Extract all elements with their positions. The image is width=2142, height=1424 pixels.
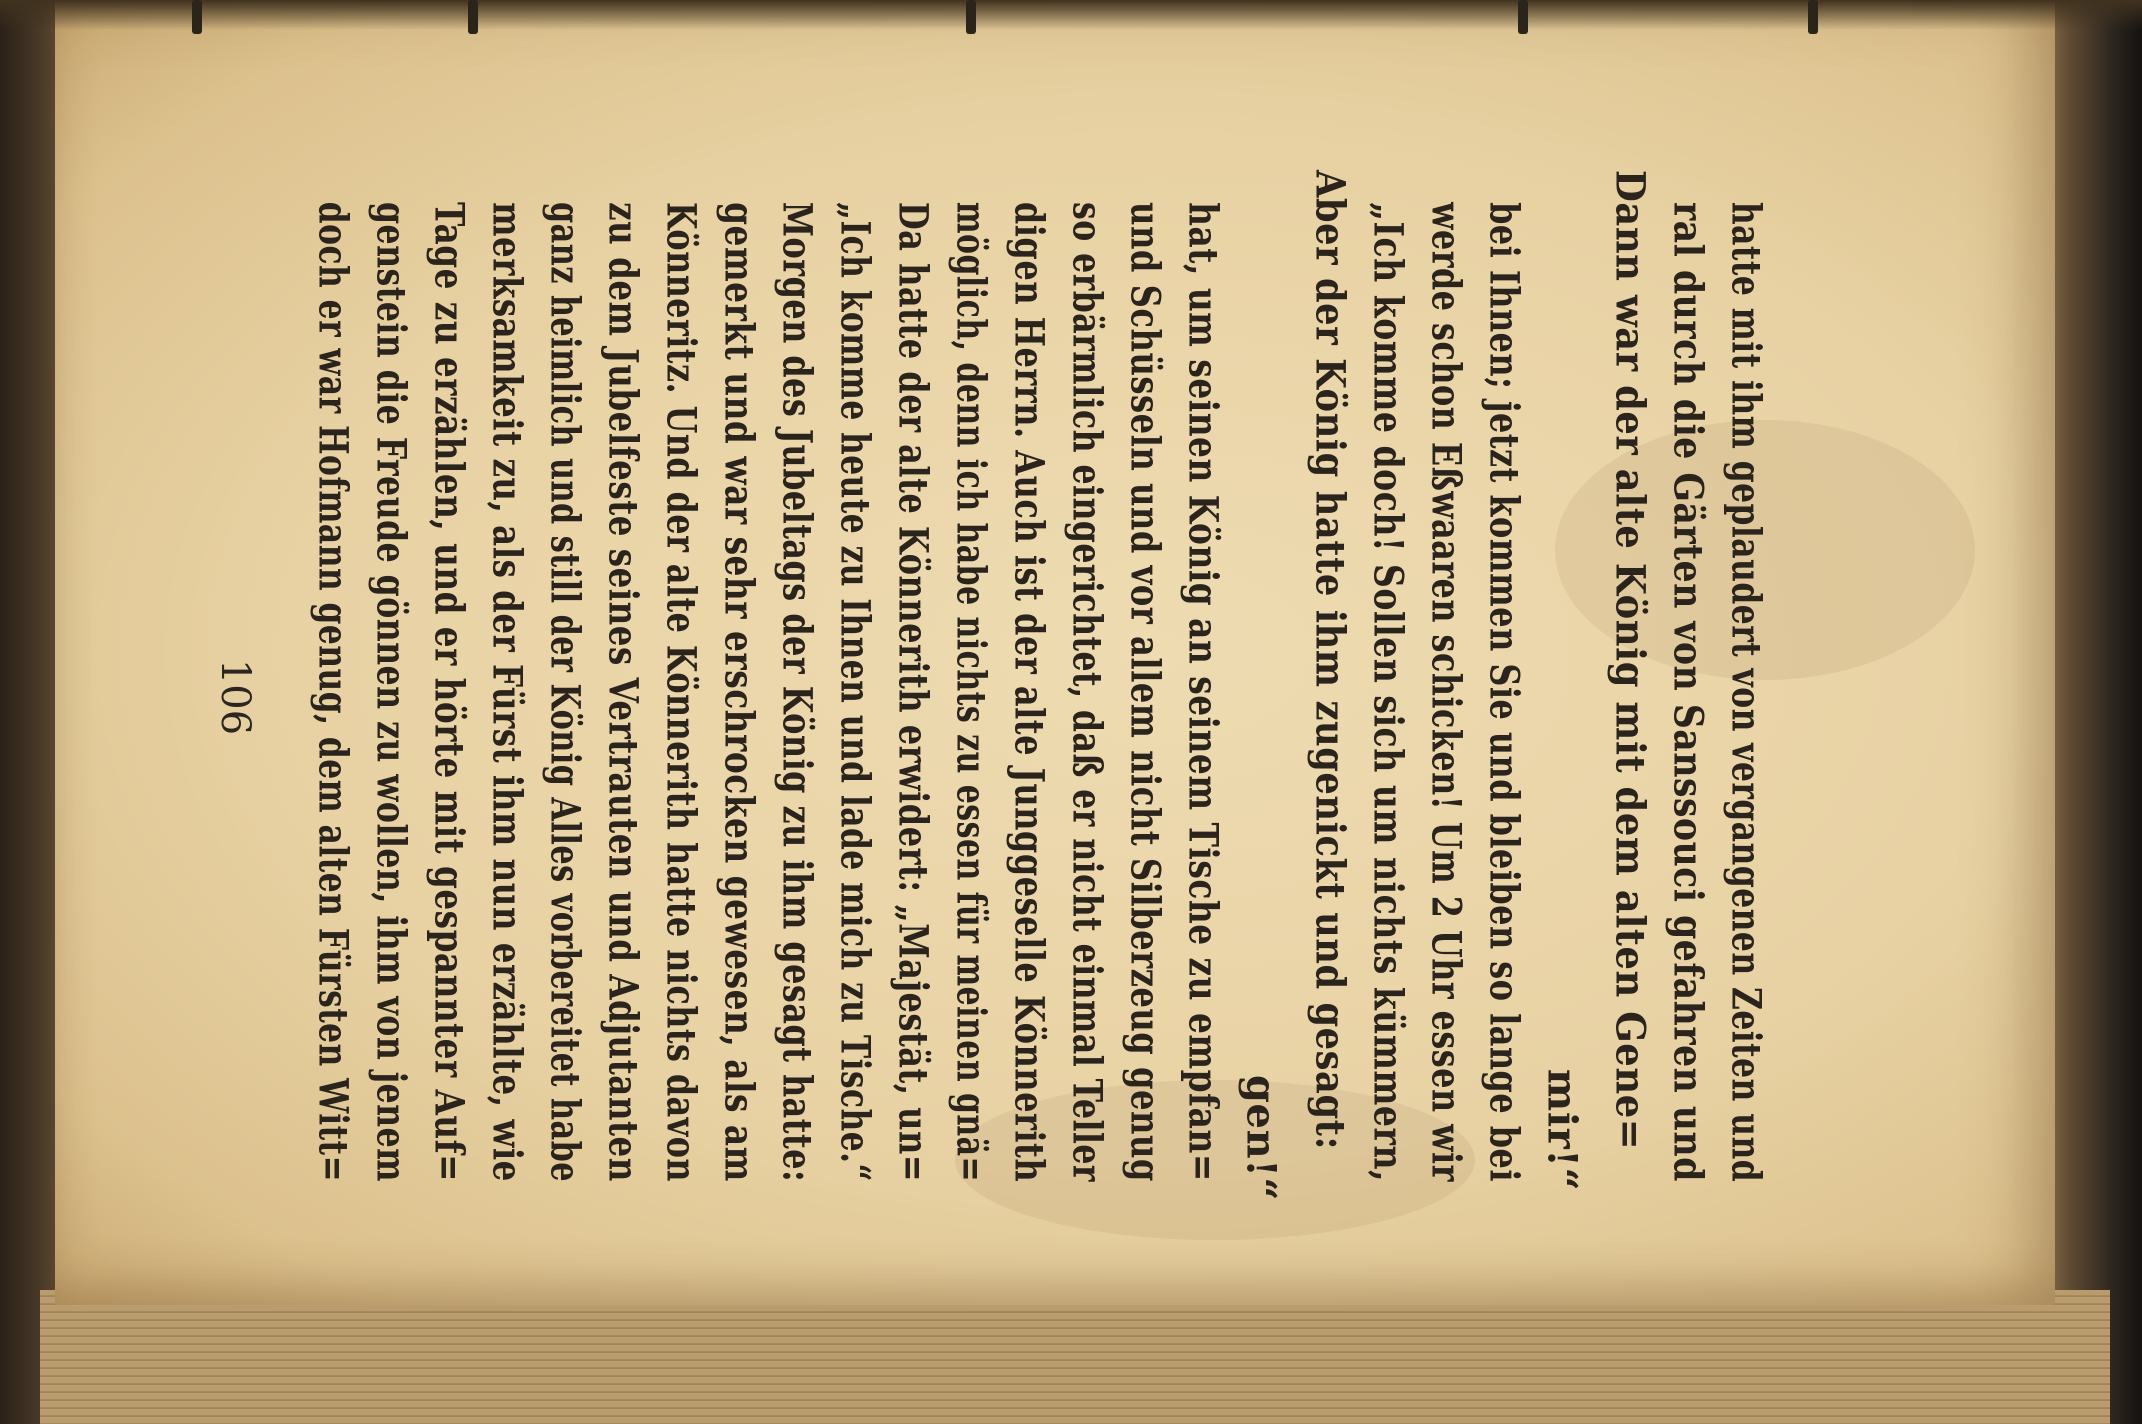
binding-stitch: [192, 0, 202, 34]
text-line: doch er war Hofmann genug, dem alten Fürsten Witt=: [309, 201, 357, 1183]
text-line: Tage zu erzählen, und er hörte mit gespannter Auf=: [425, 201, 473, 1183]
text-line: möglich, denn ich habe nichts zu essen für meinen gnä=: [947, 201, 995, 1183]
text-line: digen Herrn. Auch ist der alte Junggeselle Könnerith: [1005, 201, 1053, 1183]
text-line: werde schon Eßwaaren schicken! Um 2 Uhr essen wir: [1422, 202, 1470, 1182]
binding-stitch: [468, 0, 478, 34]
binding-stitch: [1808, 0, 1818, 34]
text-line: hat, um seinen König an seinem Tische zu empfan=: [1179, 202, 1227, 1182]
text-line: gemerkt und war sehr erschrocken gewesen, als am: [715, 202, 763, 1182]
text-line: bei Ihnen; jetzt kommen Sie und bleiben so lange bei: [1480, 202, 1528, 1182]
text-line: ral durch die Gärten von Sanssouci gefahren und: [1664, 202, 1712, 1182]
text-line: Könneritz. Und der alte Könnerith hatte nichts davon: [657, 201, 705, 1183]
text-line: Dann war der alte König mit dem alten Gene=: [1606, 169, 1654, 1151]
text-line: und Schüsseln und vor allem nicht Silberzeug genug: [1121, 202, 1169, 1182]
binding-stitch: [1518, 0, 1528, 34]
text-line: so erbärmlich eingerichtet, daß er nicht einmal Teller: [1063, 202, 1111, 1182]
text-line: mir!“: [1538, 1068, 1586, 1192]
gutter-shadow: [0, 0, 2142, 30]
page-number: 106: [212, 658, 258, 736]
page-stack-bottom: [40, 1290, 2110, 1424]
text-line: gen!“: [1237, 1074, 1285, 1202]
binding-stitch: [966, 0, 976, 34]
text-line: „Ich komme doch! Sollen sich um nichts kümmern,: [1364, 201, 1412, 1183]
text-line: zu dem Jubelfeste seines Vertrauten und Adjutanten: [599, 202, 647, 1182]
text-line: Morgen des Jubeltags der König zu ihm gesagt hatte:: [773, 201, 821, 1183]
text-line: merksamkeit zu, als der Fürst ihm nun erzählte, wie: [483, 202, 531, 1182]
text-line: Da hatte der alte Könnerith erwidert: „Majestät, un=: [889, 201, 937, 1183]
text-line: Aber der König hatte ihm zugenickt und gesagt:: [1306, 169, 1354, 1151]
text-line: „Ich komme heute zu Ihnen und lade mich zu Tische.“: [831, 202, 879, 1182]
text-line: hatte mit ihm geplaudert von vergangenen Zeiten und: [1722, 201, 1770, 1183]
text-line: ganz heimlich und still der König Alles vorbereitet habe: [541, 201, 589, 1183]
page-stack-edge: [2040, 0, 2142, 1424]
text-line: genstein die Freude gönnen zu wollen, ihm von jenem: [367, 202, 415, 1182]
